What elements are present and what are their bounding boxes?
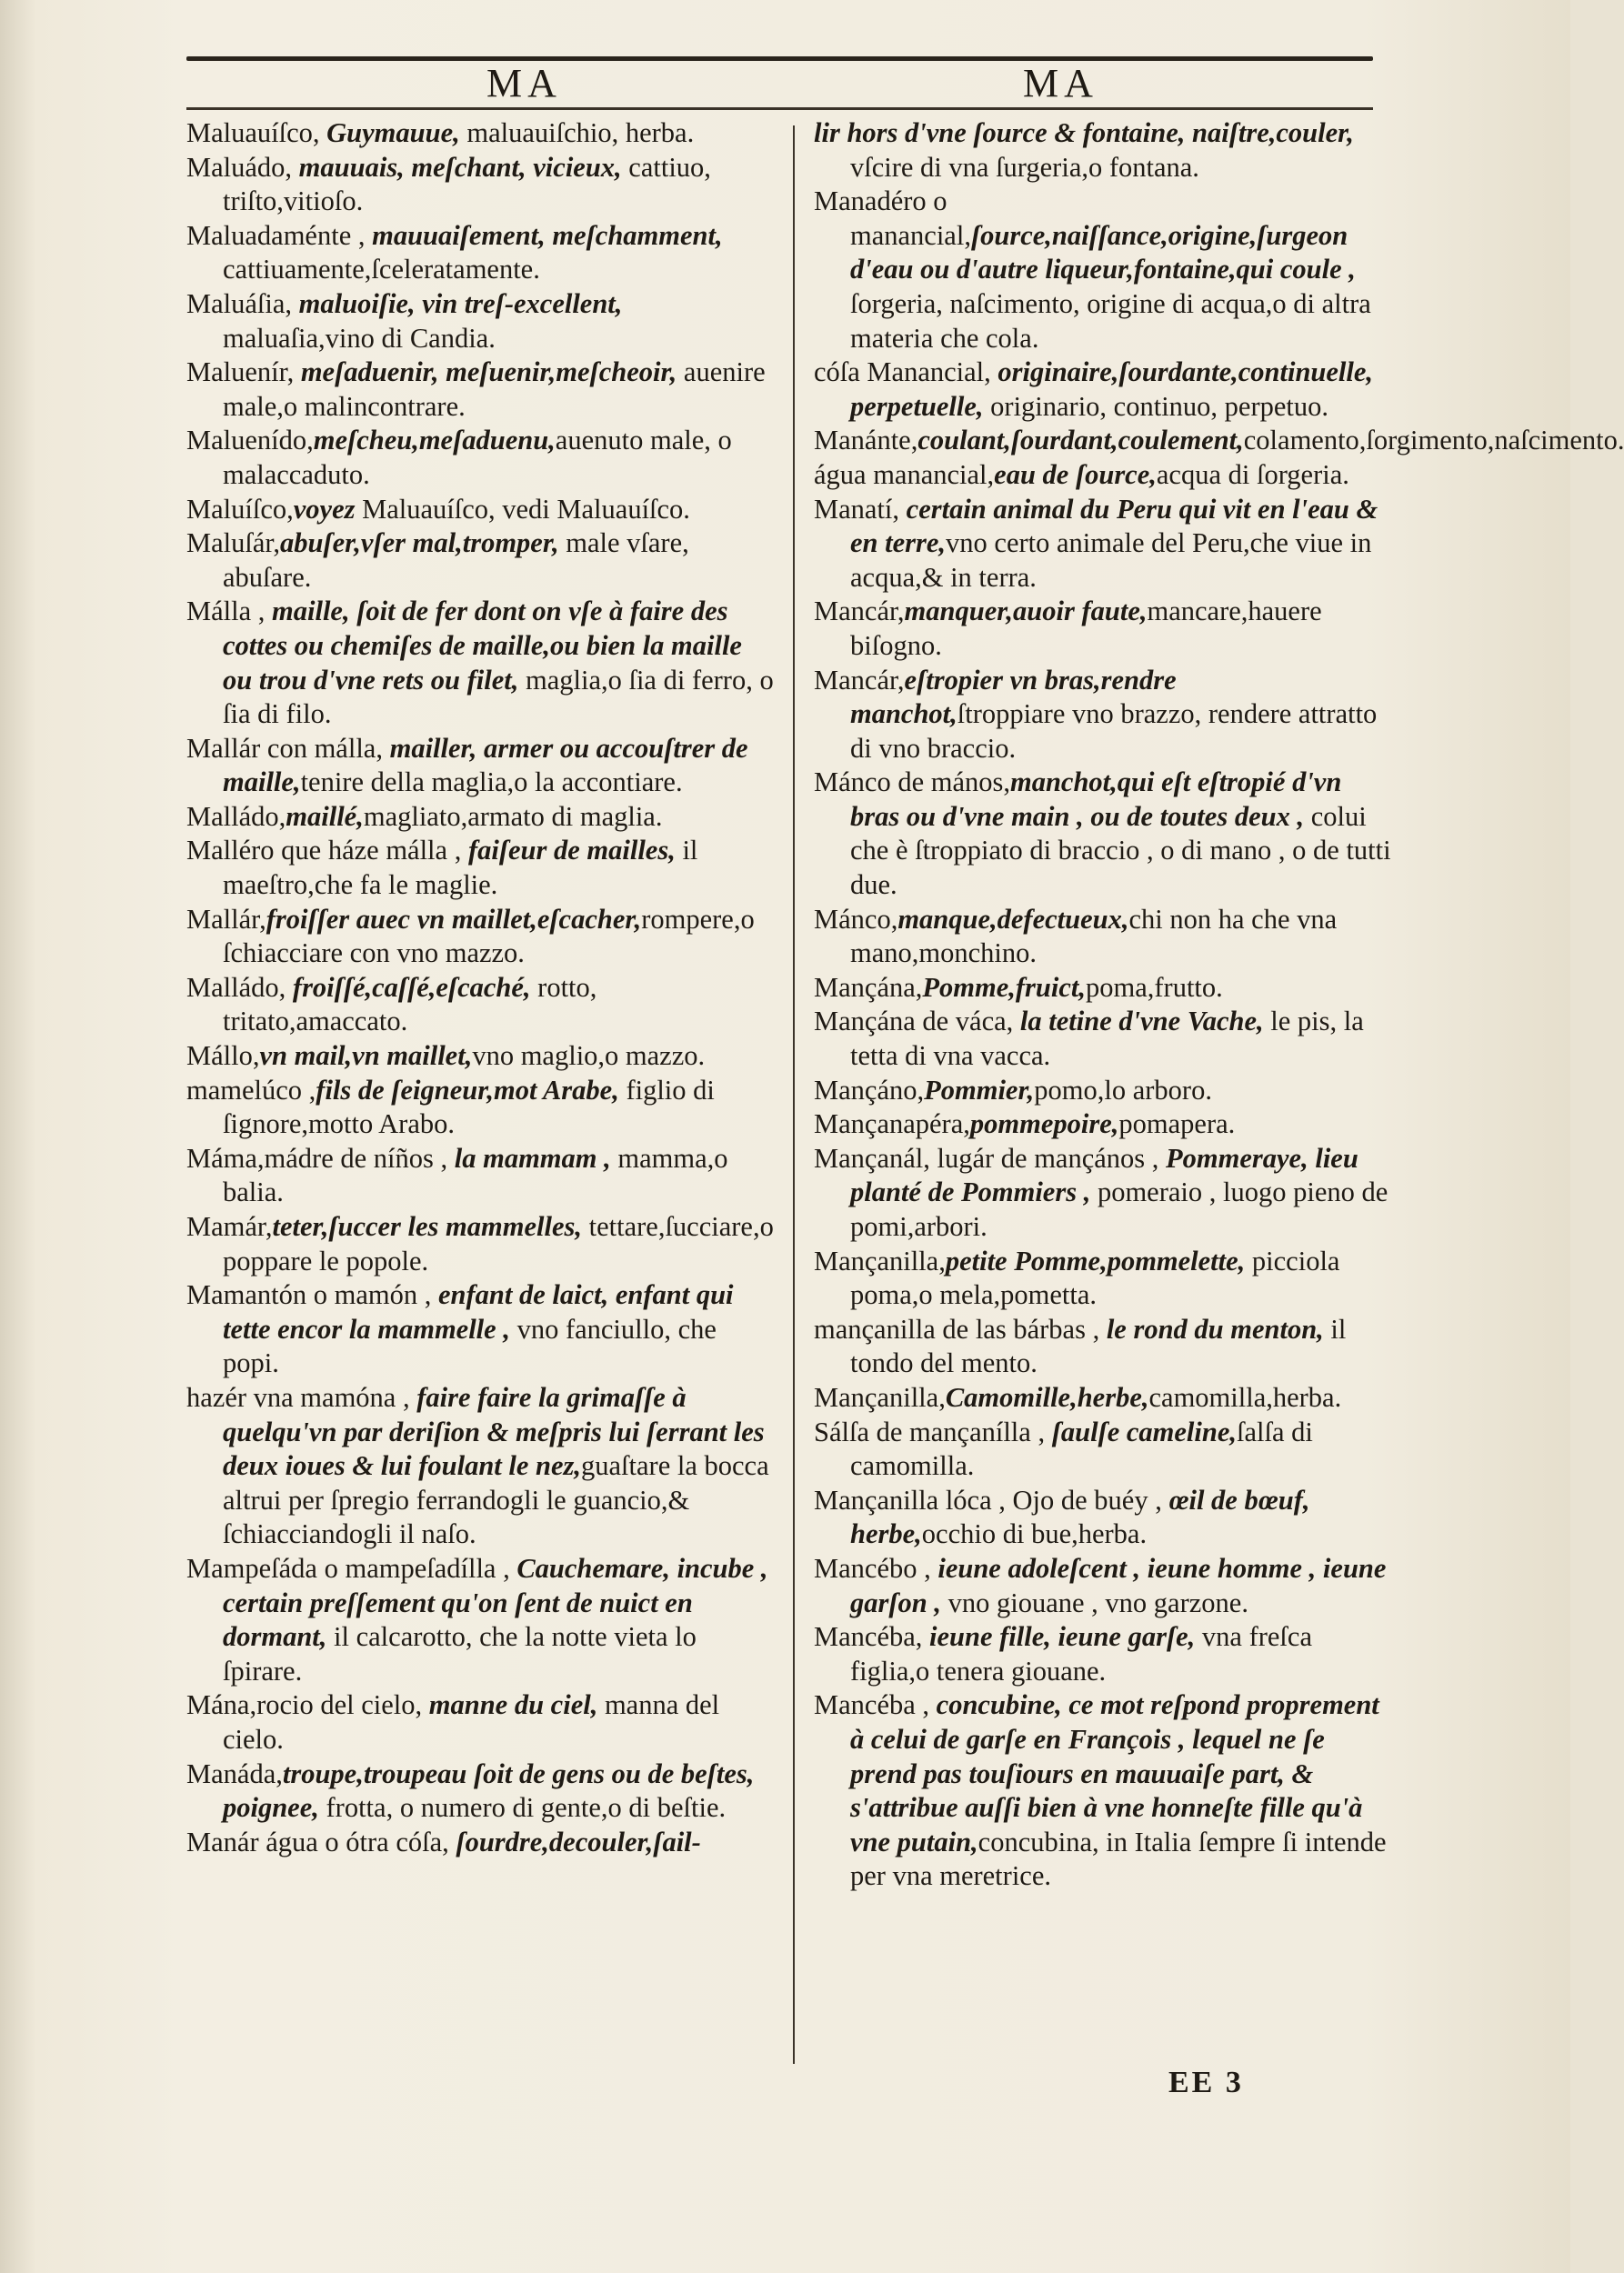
- entry-text: Mána,rocio del cielo,: [186, 1689, 429, 1721]
- entry-french-gloss: manchot,qui eſt eſtropié d'vn bras ou d'vne main , ou de toutes deux ,: [850, 766, 1342, 832]
- entry-text: tettare,ſucciare,o poppare le popole.: [223, 1211, 774, 1277]
- entry-text: il maeſtro,che fa le maglie.: [223, 835, 698, 901]
- entry-text: occhio di bue,herba.: [921, 1518, 1148, 1550]
- entry-text: Mánco,: [814, 903, 898, 935]
- dictionary-entry: [186, 903, 777, 971]
- entry-french-gloss: manne du ciel,: [428, 1689, 598, 1721]
- entry-french-gloss: fils de ſeigneur,mot Arabe,: [316, 1074, 619, 1106]
- entry-french-gloss: abuſer,vſer mal,tromper,: [279, 527, 559, 559]
- entry-french-gloss: teter,ſuccer les mammelles,: [272, 1211, 582, 1242]
- entry-text: pomapera.: [1118, 1108, 1236, 1140]
- dictionary-entry: [814, 1313, 1396, 1381]
- entry-french-gloss: Pommeraye, lieu planté de Pommiers ,: [850, 1142, 1358, 1208]
- left-column: [186, 116, 777, 1859]
- entry-french-gloss: eau de ſource,: [994, 458, 1157, 490]
- dictionary-entry: [814, 1552, 1396, 1620]
- entry-text: Mançána,: [814, 971, 923, 1003]
- entry-text: mamelúco ,: [186, 1074, 316, 1106]
- dictionary-entry: [186, 1074, 777, 1142]
- entry-text: Mancéba,: [814, 1621, 930, 1653]
- entry-text: Mançanilla,: [814, 1245, 946, 1277]
- dictionary-entry: [814, 1688, 1396, 1894]
- entry-text: ſtroppiare vno brazzo, rendere attratto di vno braccio.: [850, 698, 1378, 764]
- column-divider: [793, 125, 795, 2064]
- entry-text: magliato,armato di maglia.: [363, 800, 663, 832]
- entry-french-gloss: maille, ſoit de fer dont on vſe à faire des cottes ou chemiſes de maille,ou bien la maille ou trou d'vne rets ou filet,: [223, 596, 742, 696]
- entry-text: vna freſca figlia,o tenera giouane.: [850, 1621, 1312, 1687]
- entry-text: Mallár,: [186, 903, 266, 935]
- entry-french-gloss: ſource,naiſſance,origine,ſurgeon d'eau ou d'autre liqueur,fontaine,qui coule ,: [850, 219, 1356, 285]
- entry-text: manna del cielo.: [223, 1689, 720, 1755]
- entry-french-gloss: maillé,: [286, 800, 364, 832]
- entry-text: Manáda,: [186, 1757, 283, 1789]
- entry-text: Maluauíſco,: [186, 117, 327, 148]
- dictionary-entry: [186, 1278, 777, 1381]
- entry-text: guaſtare la bocca altrui per ſpregio ferrandogli le guancio,& ſchiacciandogli il naſo.: [223, 1450, 769, 1550]
- entry-text: mançanilla de las bárbas ,: [814, 1313, 1107, 1345]
- entry-french-gloss: voyez: [293, 493, 356, 525]
- entry-text: poma,frutto.: [1086, 971, 1223, 1003]
- entry-text: Mançáno,: [814, 1074, 925, 1106]
- dictionary-entry: [186, 355, 777, 424]
- entry-text: Mamár,: [186, 1211, 273, 1242]
- entry-french-gloss: originaire,ſourdante,continuelle, perpetuelle,: [850, 356, 1374, 422]
- entry-text: Malléro que háze málla ,: [186, 835, 468, 866]
- entry-text: Malládo,: [186, 800, 286, 832]
- entry-french-gloss: la mammam ,: [454, 1142, 611, 1174]
- entry-text: vno fanciullo, che popi.: [223, 1313, 717, 1379]
- entry-french-gloss: certain animal du Peru qui vit en l'eau & en terre,: [850, 493, 1378, 559]
- dictionary-entry: [814, 903, 1396, 971]
- signature-mark: EE 3: [1168, 2066, 1244, 2099]
- entry-text: vno certo animale del Peru,che viue in acqua,& in terra.: [850, 527, 1372, 593]
- dictionary-entry: [186, 595, 777, 731]
- dictionary-entry: [186, 1142, 777, 1210]
- entry-text: Mállo,: [186, 1040, 260, 1072]
- running-header: [186, 60, 1373, 107]
- entry-french-gloss: petite Pomme,pommelette,: [945, 1245, 1246, 1277]
- dictionary-entry: [186, 151, 777, 219]
- header-rule: [186, 107, 1373, 110]
- entry-french-gloss: Pommier,: [924, 1074, 1035, 1106]
- entry-text: vno giouane , vno garzone.: [941, 1587, 1248, 1618]
- dictionary-entry: [814, 1620, 1396, 1688]
- entry-text: hazér vna mamóna ,: [186, 1381, 417, 1413]
- entry-french-gloss: œil de bœuf, herbe,: [850, 1484, 1310, 1550]
- entry-french-gloss: enfant de laict, enfant qui tette encor la mammelle ,: [223, 1279, 734, 1345]
- entry-text: ſorgeria, naſcimento, origine di acqua,o di altra materia che cola.: [850, 287, 1371, 354]
- entry-french-gloss: le rond du menton,: [1106, 1313, 1324, 1345]
- dictionary-entry: [814, 595, 1396, 663]
- dictionary-entry: [186, 493, 777, 527]
- entry-text: Malládo,: [186, 971, 293, 1003]
- entry-text: frotta, o numero di gente,o di beſtie.: [318, 1792, 727, 1824]
- dictionary-entry: [186, 971, 777, 1039]
- entry-text: Maluenír,: [186, 356, 301, 388]
- entry-french-gloss: mailler, armer ou accouſtrer de maille,: [223, 732, 748, 798]
- entry-text: Mamantón o mamón ,: [186, 1279, 439, 1311]
- entry-french-gloss: ieune fille, ieune garſe,: [929, 1621, 1196, 1653]
- entry-text: Mancébo ,: [814, 1552, 938, 1584]
- entry-text: acqua di ſorgeria.: [1156, 458, 1349, 490]
- dictionary-entry: [814, 971, 1396, 1006]
- entry-french-gloss: vn mail,vn maillet,: [259, 1040, 473, 1072]
- dictionary-entry: [814, 458, 1396, 493]
- entry-text: pomeraio , luogo pieno de pomi,arbori.: [850, 1177, 1388, 1242]
- entry-text: vno maglio,o mazzo.: [472, 1040, 706, 1072]
- entry-french-gloss: manque,defectueux,: [897, 903, 1129, 935]
- entry-text: le pis, la tetta di vna vacca.: [850, 1006, 1364, 1072]
- dictionary-entry: [814, 766, 1396, 902]
- entry-french-gloss: froiſſé,caſſé,eſcaché,: [292, 971, 531, 1003]
- entry-text: Mançanilla,: [814, 1381, 946, 1413]
- entry-french-gloss: meſaduenir, meſuenir,meſcheoir,: [300, 356, 677, 388]
- entry-french-gloss: mauuais, meſchant, vicieux,: [298, 151, 622, 183]
- entry-text: Manadéro o manancial,: [814, 185, 971, 251]
- dictionary-entry: [186, 1381, 777, 1552]
- entry-text: cattiuamente,ſceleratamente.: [223, 254, 540, 285]
- dictionary-entry: [186, 800, 777, 835]
- entry-french-gloss: froiſſer auec vn maillet,eſcacher,: [266, 903, 642, 935]
- dictionary-entry: [186, 424, 777, 492]
- entry-text: Maluádo,: [186, 151, 299, 183]
- dictionary-entry: [186, 1552, 777, 1688]
- entry-text: Mancár,: [814, 596, 905, 627]
- dictionary-entry: [814, 1142, 1396, 1245]
- entry-text: colamento,ſorgimento,naſcimento.: [1243, 425, 1624, 456]
- entry-text: colui che è ſtroppiato di braccio , o di mano , o de tutti due.: [850, 800, 1391, 901]
- entry-french-gloss: lir hors d'vne ſource & fontaine, naiſtre,couler,: [814, 117, 1354, 148]
- entry-text: Maluadaménte ,: [186, 219, 373, 251]
- entry-text: Mançanál, lugár de mançános ,: [814, 1142, 1167, 1174]
- entry-text: auenire male,o malincontrare.: [223, 356, 766, 422]
- entry-text: Mancéba ,: [814, 1689, 937, 1721]
- dictionary-entry: [186, 287, 777, 355]
- running-head-right: MA: [1023, 61, 1098, 105]
- entry-text: chi non ha che vna mano,monchino.: [850, 903, 1338, 969]
- dictionary-entry: [814, 424, 1624, 458]
- entry-text: Mánco de mános,: [814, 766, 1010, 798]
- entry-text: Mançanapéra,: [814, 1108, 970, 1140]
- entry-french-gloss: ſourdre,decouler,ſail-: [456, 1826, 701, 1857]
- dictionary-entry: [814, 664, 1396, 766]
- dictionary-entry: [814, 1005, 1396, 1073]
- entry-french-gloss: mauuaiſement, meſchamment,: [372, 219, 723, 251]
- entry-text: Maluíſco,: [186, 493, 294, 525]
- entry-french-gloss: faire faire la grimaſſe à quelqu'vn par deriſion & meſpris lui ſerrant les deux ioues & lui foulant le nez,: [223, 1381, 765, 1482]
- entry-french-gloss: pommepoire,: [969, 1108, 1119, 1140]
- entry-text: maglia,o ſia di ferro, o ſia di filo.: [223, 664, 774, 730]
- entry-text: Mancár,: [814, 664, 905, 696]
- entry-text: tenire della maglia,o la accontiare.: [300, 766, 683, 798]
- entry-french-gloss: eſtropier vn bras,rendre manchot,: [850, 664, 1177, 730]
- entry-text: il tondo del mento.: [850, 1313, 1347, 1379]
- dictionary-entry: [814, 185, 1396, 355]
- entry-text: Mallár con málla,: [186, 732, 390, 764]
- entry-text: vſcire di vna ſurgeria,o fontana.: [850, 151, 1199, 183]
- dictionary-entry: [186, 834, 777, 902]
- running-head-left: MA: [486, 61, 562, 105]
- dictionary-entry: [186, 1210, 777, 1278]
- dictionary-entry: [814, 355, 1396, 424]
- entry-french-gloss: meſcheu,meſaduenu,: [313, 425, 556, 456]
- entry-french-gloss: Pomme,fruict,: [922, 971, 1086, 1003]
- entry-text: Manár água o ótra cóſa,: [186, 1826, 456, 1857]
- entry-text: Maluenído,: [186, 425, 314, 456]
- dictionary-entry: [186, 1039, 777, 1074]
- entry-text: Sálſa de mançanílla ,: [814, 1416, 1052, 1447]
- entry-text: Mampeſáda o mampeſadílla ,: [186, 1552, 517, 1584]
- dictionary-entry: [814, 1381, 1396, 1416]
- entry-french-gloss: troupe,troupeau ſoit de gens ou de beſtes, poignee,: [223, 1757, 755, 1824]
- entry-text: auenuto male, o malaccaduto.: [223, 425, 732, 490]
- entry-french-gloss: Cauchemare, incube , certain preſſement qu'on ſent de nuict en dormant,: [223, 1552, 768, 1653]
- entry-text: il calcarotto, che la notte vieta lo ſpirare.: [223, 1621, 697, 1687]
- dictionary-entry: [814, 1107, 1396, 1142]
- dictionary-entry: [814, 116, 1396, 185]
- entry-text: Maluauíſco, vedi Maluauíſco.: [355, 493, 690, 525]
- entry-text: concubina, in Italia ſempre ſi intende per vna meretrice.: [850, 1826, 1387, 1892]
- entry-text: mancare,hauere biſogno.: [850, 596, 1322, 661]
- entry-text: cattiuo, triſto,vitioſo.: [223, 151, 711, 217]
- entry-text: Manánte,: [814, 425, 918, 456]
- dictionary-entry: [186, 1688, 777, 1757]
- entry-text: Máma,mádre de níños ,: [186, 1142, 455, 1174]
- entry-french-gloss: faiſeur de mailles,: [467, 835, 676, 866]
- entry-text: camomilla,herba.: [1148, 1381, 1342, 1413]
- entry-text: maluauiſchio, herba.: [459, 117, 695, 148]
- dictionary-entry: [186, 116, 777, 151]
- entry-text: rotto, tritato,amaccato.: [223, 971, 597, 1037]
- entry-french-gloss: ſaulſe cameline,: [1051, 1416, 1237, 1447]
- dictionary-entry: [814, 1484, 1396, 1552]
- dictionary-entry: [186, 1826, 777, 1860]
- entry-text: Mançána de váca,: [814, 1006, 1020, 1037]
- entry-text: male vſare, abuſare.: [223, 527, 689, 593]
- entry-french-gloss: maluoiſie, vin treſ-excellent,: [298, 287, 623, 319]
- entry-french-gloss: manquer,auoir faute,: [904, 596, 1148, 627]
- entry-text: Maluſár,: [186, 527, 280, 559]
- entry-text: cóſa Manancial,: [814, 356, 998, 388]
- entry-text: originario, continuo, perpetuo.: [983, 390, 1328, 422]
- entry-french-gloss: Camomille,herbe,: [945, 1381, 1149, 1413]
- entry-text: pomo,lo arboro.: [1034, 1074, 1212, 1106]
- entry-text: mamma,o balia.: [223, 1142, 728, 1208]
- entry-text: figlio di ſignore,motto Arabo.: [223, 1074, 715, 1140]
- entry-french-gloss: Guymauue,: [326, 117, 460, 148]
- entry-text: ſalſa di camomilla.: [850, 1416, 1313, 1482]
- dictionary-entry: [186, 732, 777, 800]
- entry-text: Mançanilla lóca , Ojo de buéy ,: [814, 1484, 1169, 1516]
- entry-french-gloss: la tetine d'vne Vache,: [1019, 1006, 1264, 1037]
- dictionary-entry: [814, 1416, 1396, 1484]
- dictionary-entry: [814, 493, 1396, 596]
- dictionary-entry: [186, 1757, 777, 1826]
- entry-text: água manancial,: [814, 458, 995, 490]
- entry-text: Manatí,: [814, 493, 907, 525]
- entry-text: rompere,o ſchiacciare con vno mazzo.: [223, 903, 755, 969]
- entry-text: Maluáſia,: [186, 287, 299, 319]
- entry-text: maluaſia,vino di Candia.: [223, 322, 496, 354]
- right-column: [814, 116, 1624, 1894]
- entry-text: picciola poma,o mela,pometta.: [850, 1245, 1340, 1311]
- dictionary-entry: [186, 219, 777, 287]
- dictionary-entry: [814, 1245, 1396, 1313]
- dictionary-entry: [186, 526, 777, 595]
- entry-french-gloss: coulant,ſourdant,coulement,: [917, 425, 1244, 456]
- entry-text: Málla ,: [186, 596, 273, 627]
- dictionary-entry: [814, 1074, 1396, 1108]
- entry-french-gloss: ieune adoleſcent , ieune homme , ieune garſon ,: [850, 1552, 1387, 1618]
- entry-french-gloss: concubine, ce mot reſpond proprement à celui de garſe en François , lequel ne ſe prend pas touſiours en mauuaiſe part, & s'attribue auſſi bien à vne honneſte fille qu'à vne putain,: [850, 1689, 1379, 1857]
